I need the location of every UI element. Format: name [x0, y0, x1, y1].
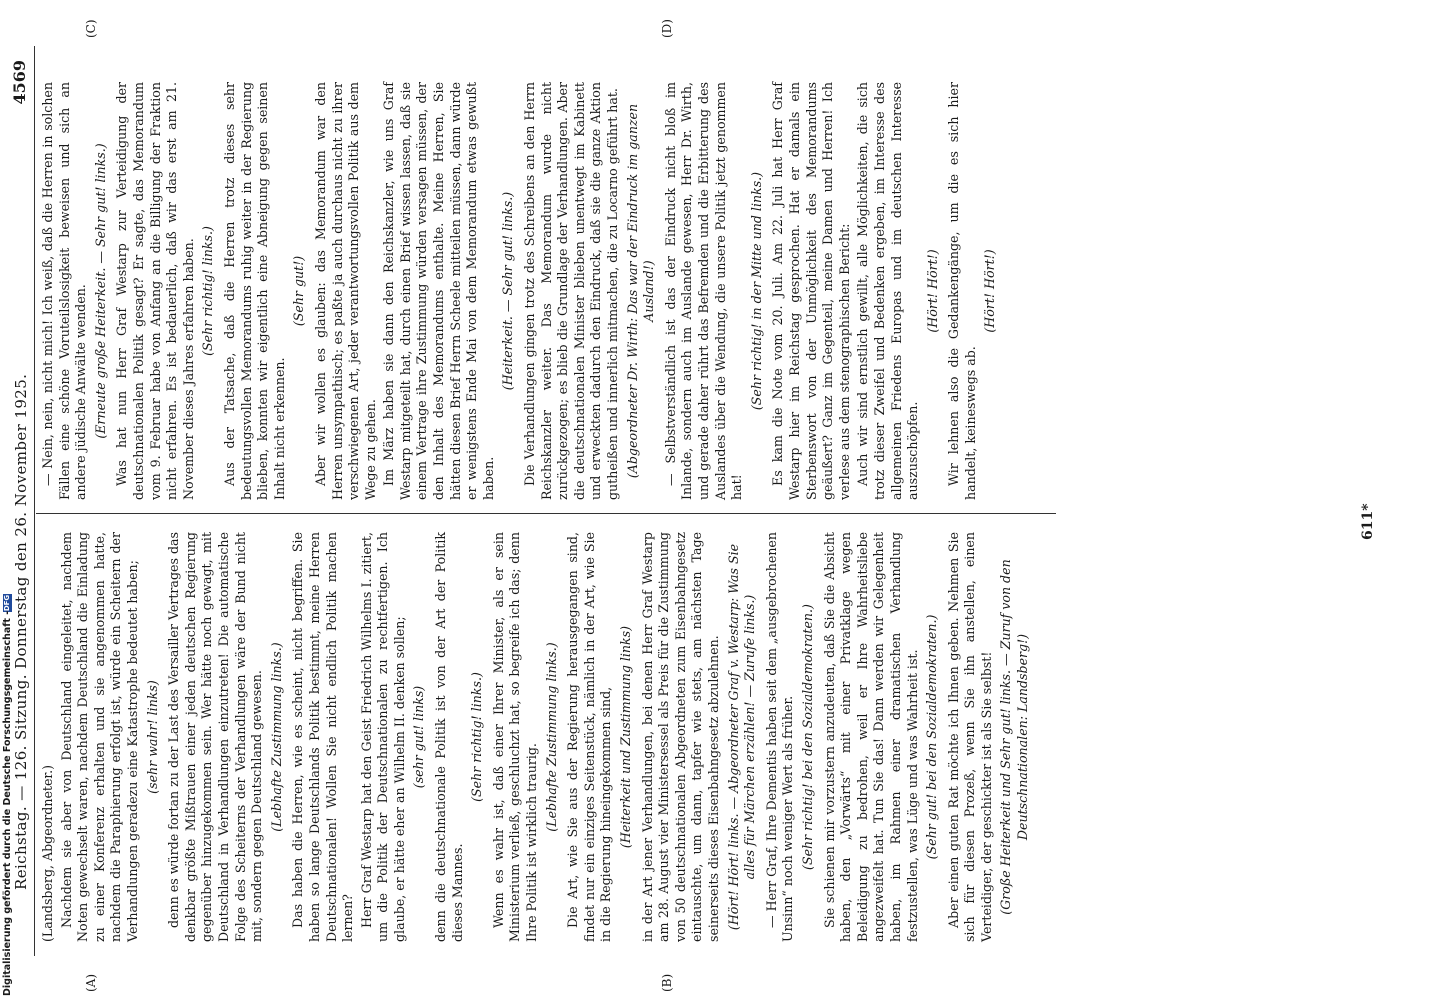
interjection: (Hört! Hört! links. — Abgeordneter Graf v. Westarp: Was Sie alles für Märchen erzählen! — Zurufe links.): [725, 543, 758, 931]
paragraph: Es kam die Note vom 20. Juli. Am 22. Juli hat Herr Graf Westarp hier im Reichstag gesprochen. Hat er damals ein Sterbenswort von der Unmöglichkeit des Memorandums geäußert? Ganz im Gegenteil, meine Damen und Herren! Ich verlese aus dem stenographischen Bericht:: [770, 82, 852, 500]
interjection: (sehr gut! links): [411, 685, 427, 789]
interjection: (Sehr richtig! links.): [200, 226, 216, 356]
interjection: (Hört! Hört!): [982, 249, 998, 333]
interjection: (Heiterkeit. — Sehr gut! links.): [500, 191, 516, 391]
interjection: (Erneute große Heiterkeit. — Sehr gut! links.): [92, 143, 108, 439]
interjection: (Sehr richtig! in der Mitte und links.): [748, 171, 764, 411]
paragraph: Sie schienen mir vorzustern anzudeuten, daß Sie die Absicht haben, den „Vorwärts“ mit einer Privatklage wegen Beleidigung zu bedrohen, weil er Ihre Wahrheitsliebe angezweifelt hat. Tun Sie das! Dann werden wir Gelegenheit haben, im Rahmen einer dramatischen Verhandlung festzustellen, was Lüge und was Wahrheit ist.: [821, 532, 920, 942]
paragraph: Das haben die Herren, wie es scheint, nicht begriffen. Sie haben so lange Deutschlands Politik bestimmt, meine Herren Deutschnationalen! Wollen Sie nicht endlich Politik machen lernen?: [290, 532, 356, 942]
margin-marker-c: (C): [84, 19, 98, 38]
margin-marker-d: (D): [660, 19, 674, 38]
margin-marker-b: (B): [660, 973, 674, 992]
interjection: (Abgeordneter Dr. Wirth: Das war der Eindruck im ganzen Ausland!): [624, 103, 657, 479]
quotation: Auch wir sind ernstlich gewillt, alle Möglichkeiten, die sich trotz dieser Zweifel und Bedenken ergeben, im Interesse des allgemeinen Friedens Europas und im deutschen Interesse auszuschöpfen.: [855, 82, 921, 500]
interjection: (Große Heiterkeit und Sehr gut! links. — Zuruf von den Deutschnationalen: Landsberg!): [998, 559, 1031, 915]
interjection: (Sehr gut!): [291, 255, 307, 327]
paragraph: Aber einen guten Rat möchte ich Ihnen geben. Nehmen Sie sich für diesen Prozeß, wenn Sie ihn anstellen, einen Verteidiger, der geschickter ist als Sie selbst!: [945, 532, 994, 942]
paragraph: denn die deutschnationale Politik ist von der Art der Politik dieses Mannes.: [433, 532, 465, 942]
margin-marker-a: (A): [84, 973, 98, 992]
column-left: [40, 532, 1037, 942]
paragraph: — Selbstverständlich ist das der Eindruck nicht bloß im Inlande, sondern auch im Auslande gewesen, Herr Dr. Wirth, und gerade daher rührt das Befremden und die Erbitterung des Auslandes über die Wendung, die unsere Politik jetzt genommen hat!: [662, 82, 745, 500]
interjection: (Hört! Hört!): [924, 249, 940, 333]
interjection: (Lebhafte Zustimmung links.): [543, 642, 559, 832]
paragraph: Aber wir wollen es glauben: das Memorandum war den Herren unsympathisch; es paßte ja auch durchaus nicht zu ihrer verschwiegenen Art, jeder verantwortungsvollen Politik aus dem Wege zu gehen.: [312, 82, 378, 500]
dfg-logo-icon: DFG: [3, 594, 11, 612]
interjection: (sehr wahr! links): [144, 680, 160, 794]
credit-strip: [2, 596, 14, 996]
header-title: Reichstag. — 126. Sitzung. Donnerstag den 26. November 1925.: [12, 373, 30, 890]
paragraph: Die Art, wie Sie aus der Regierung herausgegangen sind, findet nur ein einziges Seitenstück, nämlich in der Art, wie Sie in die Regierung hineingekommen sind,: [565, 532, 614, 942]
interjection: (Heiterkeit und Zustimmung links): [618, 625, 633, 849]
column-right: [40, 82, 1004, 500]
interjection: (Sehr richtig! bei den Sozialdemokraten.): [799, 604, 815, 870]
paragraph: Wenn es wahr ist, daß einer Ihrer Minister, als er sein Ministerium verließ, geschluchzt hat, so begreife ich das; denn Ihre Politik ist wirklich traurig.: [490, 532, 540, 942]
paragraph: Im März haben sie dann den Reichskanzler, wie uns Graf Westarp mitgeteilt hat, durch einen Brief wissen lassen, daß sie einem Vertrage ihre Zustimmung würden versagen müssen, der den Inhalt des Memorandums enthalte. Meine Herren, Sie hätten diesen Brief Herrn Scheele mitteilen müssen, dann würde er wenigstens Ende Mai von dem Memorandum etwas gewußt haben.: [381, 82, 496, 500]
paragraph: Nachdem sie aber von Deutschland eingeleitet, nachdem Noten gewechselt waren, nachdem Deutschland die Einladung zu einer Konferenz erhalten und sie angenommen hatte, nachdem die Paraphierung erfolgt ist, würde ein Scheitern der Verhandlungen geradezu eine Katastrophe bedeutet haben;: [58, 532, 140, 942]
quotation: Wir lehnen also die Gedankengänge, um die es sich hier handelt, keineswegs ab.: [946, 82, 978, 500]
interjection: (Lebhafte Zustimmung links.): [268, 642, 284, 832]
digitization-credit: Digitalisierung gefördert durch die Deutsche Forschungsgemeinschaft -: [2, 610, 13, 996]
paragraph: — Herr Graf, Ihre Dementis haben seit dem „ausgebrochenen Unsinn“ noch weniger Wert als früher.: [763, 532, 796, 942]
paragraph: Herr Graf Westarp hat den Geist Friedrich Wilhelms I. zitiert, um die Politik der Deutschnationalen zu rechtfertigen. Ich glaube, er hätte eher an Wilhelm II. denken sollen;: [358, 532, 407, 942]
paragraph: — Nein, nein, nicht mich! Ich weiß, daß die Herren in solchen Fällen eine schöne Voruteilslosigkeit beweisen und sich an andere jüdische Anwälte wenden.: [40, 82, 89, 500]
sheet-signature: 611*: [1360, 503, 1376, 540]
paragraph: Die Verhandlungen gingen trotz des Schreibens an den Herrn Reichskanzler weiter. Das Memorandum wurde nicht zurückgezogen; es blieb die Grundlage der Verhandlungen. Aber die deutschnationalen Minister blieben unentwegt im Kabinett und erweckten dadurch den Eindruck, daß sie die ganze Aktion gutheißen und innerlich mitmachen, die zu Locarno geführt hat.: [522, 82, 620, 500]
paragraph: Was hat nun Herr Graf Westarp zur Verteidigung der deutschnationalen Politik gesagt? Er sagte, das Memorandum vom 9. Februar habe von Anfang an die Billigung der Fraktion nicht erfahren. Es ist bedauerlich, daß wir das erst am 21. November dieses Jahres erfahren haben.: [114, 82, 196, 500]
speaker-line: (Landsberg, Abgeordneter.): [40, 765, 55, 942]
interjection: (Sehr gut! bei den Sozialdemokraten.): [924, 614, 940, 860]
interjection: (Sehr richtig! links.): [469, 672, 485, 802]
paragraph: denn es würde fortan zu der Last des Versailler Vertrages das denkbar größte Mißtrauen einer jeden deutschen Regierung gegenüber hinzugekommen sein. Wer hätte noch gewagt, mit Deutschland in Verhandlungen einzutreten! Die automatische Folge des Scheiterns der Verhandlungen wäre der Bund nicht mit, sondern gegen Deutschland gewesen.: [166, 532, 265, 942]
header-rule: [34, 46, 35, 956]
page-number: 4569: [10, 60, 29, 105]
paragraph: in der Art jener Verhandlungen, bei denen Herr Graf Westarp am 28. August vier Ministersessel als Preis für die Zustimmung von 50 deutschnationalen Abgeordneten zum Eisenbahngesetz eintauschte, um dann, tapfer wie stets, am nächsten Tage seinerseits dieses Eisenbahngesetz abzulehnen.: [639, 532, 721, 942]
paragraph: Aus der Tatsache, daß die Herren trotz dieses sehr bedeutungsvollen Memorandums ruhig weiter in der Regierung blieben, konnten wir eigentlich eine Abneigung gegen seinen Inhalt nicht erkennen.: [221, 82, 287, 500]
column-divider: [36, 513, 1056, 514]
